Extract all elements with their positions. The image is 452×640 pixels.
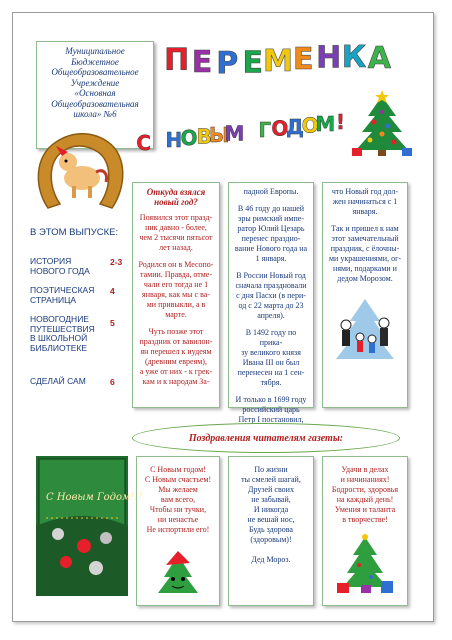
toc-item-diy[interactable] <box>30 377 106 387</box>
line: нями, подарками и <box>333 264 397 273</box>
line: ник давно - более, <box>145 223 207 232</box>
toc-page: 6 <box>110 377 115 387</box>
line: ми привыкли, а в <box>146 300 206 309</box>
paragraph <box>138 213 214 253</box>
article-heading <box>138 187 214 207</box>
line: Чуть позже этот <box>148 327 204 336</box>
paragraph <box>234 204 308 264</box>
greetings-banner: Поздравления читателям газеты: <box>132 423 400 453</box>
line: тября. <box>260 378 282 387</box>
toc-line: В ШКОЛЬНОЙ <box>30 333 88 343</box>
masthead-letter: Р <box>216 46 239 81</box>
santa-tree-icon <box>148 549 208 597</box>
line: И только в 1699 году <box>235 395 307 404</box>
paragraph <box>328 187 402 217</box>
school-line-6: Общеобразовательная <box>51 98 139 109</box>
greeting-letter: ! <box>335 110 345 135</box>
masthead-letter: Е <box>242 45 263 81</box>
line: января. <box>352 207 378 216</box>
greeting-letter: Ы <box>208 123 230 147</box>
toc-title: В ЭТОМ ВЫПУСКЕ: <box>30 227 119 238</box>
wish-line: ты смелей шагай, <box>241 475 301 484</box>
line: что Новый год дол- <box>331 187 399 196</box>
school-line-3: Общеобразовательное <box>51 67 139 77</box>
toc-line: НОВОГОДНИЕ <box>30 314 89 324</box>
greeting-letter: М <box>315 111 336 136</box>
greeting-letter: Д <box>286 115 304 139</box>
article-column-2 <box>228 182 314 424</box>
line: (древним евреям), <box>145 357 207 366</box>
wish-line: Удачи в делах <box>341 465 389 474</box>
paragraph <box>234 395 308 425</box>
line: чали его тогда не 1 <box>143 280 209 289</box>
wish-line: Чтобы ни тучки, <box>149 505 207 514</box>
line: перенес праздно- <box>241 234 301 243</box>
masthead-letter: Е <box>293 41 314 77</box>
line: Родился он в Месопо- <box>138 260 214 269</box>
line: жен начинаться с 1 <box>332 197 398 206</box>
line: а уже от них - к грек- <box>139 367 213 376</box>
wish-line: Мы желаем <box>158 485 198 494</box>
line: ми украшениями, ог- <box>328 254 402 263</box>
masthead-letter: К <box>341 40 367 76</box>
greeting-letter: М <box>224 121 245 146</box>
line: российский царь <box>242 405 300 414</box>
toc-line: БИБЛИОТЕКЕ <box>30 342 88 353</box>
line: Так и пришел к нам <box>331 224 399 233</box>
line: января, как мы с ва- <box>142 290 210 299</box>
paragraph <box>234 271 308 321</box>
article-column-1 <box>132 182 220 408</box>
line: с дня Пасхи (в пери- <box>236 291 306 300</box>
line: дедом Морозом. <box>337 274 393 283</box>
masthead-letter: Н <box>316 40 342 76</box>
card-greeting-text: С Новым Годом!!! <box>46 492 143 503</box>
toc-item-poetry[interactable] <box>30 286 106 305</box>
masthead-letter: П <box>164 43 190 78</box>
wish-line: Друзей своих <box>248 485 294 494</box>
wish-box-1 <box>136 456 220 606</box>
gifts-tree-icon <box>335 533 395 595</box>
toc-page: 5 <box>110 318 115 328</box>
wish-box-2 <box>228 456 314 606</box>
line: ян перешел к иудеям <box>140 347 212 356</box>
paragraph <box>234 187 308 197</box>
wish-line: Не испортили его! <box>146 525 210 534</box>
toc-line: ПОЭТИЧЕСКАЯ <box>30 285 95 295</box>
line: падной Европы. <box>243 187 299 196</box>
greeting-letter: Г <box>258 118 272 143</box>
line: зу великого князя <box>241 348 301 357</box>
wish-line: ни ненастье <box>157 515 199 524</box>
christmas-tree-icon <box>348 88 416 158</box>
greeting-letter: О <box>180 126 198 151</box>
new-year-card-image <box>36 456 143 596</box>
masthead-svg <box>164 36 392 82</box>
toc-line: СДЕЛАЙ САМ <box>30 376 86 386</box>
line: праздник, с ёлочны- <box>330 244 400 253</box>
new-year-greeting <box>132 112 350 158</box>
family-tree-icon <box>328 295 402 365</box>
wish-line: И никогда <box>253 505 289 514</box>
masthead-letter: Е <box>191 44 213 80</box>
greeting-letter: В <box>196 124 212 149</box>
toc-item-library[interactable] <box>30 315 106 353</box>
line: В России Новый год <box>236 271 306 280</box>
line: праздник от вавилон- <box>139 337 213 346</box>
wish-line: По жизни <box>254 465 288 474</box>
toc-page: 4 <box>110 286 115 296</box>
article-column-3 <box>322 182 408 408</box>
line: перенесен на 1 сен- <box>237 368 305 377</box>
school-line-5: «Основная <box>74 88 116 98</box>
wish-box-3 <box>322 456 408 606</box>
wish-line: в творчестве! <box>342 515 388 524</box>
line: ратор Юлий Цезарь <box>237 224 305 233</box>
paragraph <box>138 260 214 320</box>
paragraph <box>328 224 402 284</box>
school-line-4: Учреждение <box>70 77 120 88</box>
greeting-letter: С <box>136 131 151 155</box>
wish-line: С Новым годом! <box>150 465 206 474</box>
greeting-svg <box>132 112 350 158</box>
heading-line: Откуда взялся <box>146 187 206 197</box>
line: этот замечательный <box>331 234 399 243</box>
toc-line: ПУТЕШЕСТВИЯ <box>30 323 95 334</box>
wish-line: Бодрости, здоровья <box>331 485 399 494</box>
school-line-7: школа» №6 <box>73 109 117 119</box>
paragraph <box>138 327 214 387</box>
line: вание Нового года на <box>234 244 308 253</box>
line: 1 января. <box>255 254 287 263</box>
line: лет назад. <box>159 243 193 252</box>
toc-line: СТРАНИЦА <box>30 294 77 305</box>
line: кам и к народам За- <box>142 377 210 386</box>
masthead-letter: А <box>367 41 391 77</box>
line: тамии. Правда, отме- <box>140 270 212 279</box>
line: чем 2 тысячи пятьсот <box>139 233 213 242</box>
line: апреля). <box>257 311 285 320</box>
line: од с 22 марта до 23 <box>238 301 304 310</box>
line: В 1492 году по прика- <box>245 328 297 347</box>
heading-line: новый год? <box>154 197 198 207</box>
wish-line: (здоровым)! <box>250 535 292 544</box>
greeting-letter: О <box>301 113 319 138</box>
masthead-letter: М <box>263 44 293 79</box>
wish-line: на каждый день! <box>336 495 394 504</box>
toc-page: 2-3 <box>110 257 123 267</box>
wish-line: не вешай нос, <box>247 515 295 524</box>
school-line-2: Бюджетное <box>71 56 119 67</box>
wish-line: и начинаниях! <box>340 475 390 484</box>
line: сначала праздновали <box>235 281 307 290</box>
line: эры римский импе- <box>238 214 304 223</box>
spacer <box>233 545 309 555</box>
line: Появился этот празд- <box>139 213 213 222</box>
paragraph <box>234 328 308 388</box>
greeting-letter: Н <box>165 127 183 152</box>
wish-line: Будь здорова <box>249 525 293 534</box>
toc-line: ИСТОРИЯ <box>30 256 72 266</box>
wish-line: не забывай, <box>251 495 291 504</box>
school-line-1: Муниципальное <box>65 46 125 56</box>
line: Петр I постановил, <box>238 415 304 424</box>
greeting-letter: О <box>271 116 289 141</box>
wish-line: С Новым счастьем! <box>144 475 212 484</box>
wish-line: Умения и таланта <box>334 505 396 514</box>
line: В 46 году до нашей <box>237 204 305 213</box>
wish-line: вам всего, <box>160 495 196 504</box>
line: Ивана III он был <box>242 358 300 367</box>
horseshoe-horse-icon <box>26 128 134 212</box>
masthead-title <box>164 36 392 82</box>
line: марте. <box>165 310 187 319</box>
toc-line: НОВОГО ГОДА <box>30 265 90 276</box>
toc-item-history[interactable] <box>30 257 106 276</box>
wish-signature: Дед Мороз. <box>251 555 291 564</box>
